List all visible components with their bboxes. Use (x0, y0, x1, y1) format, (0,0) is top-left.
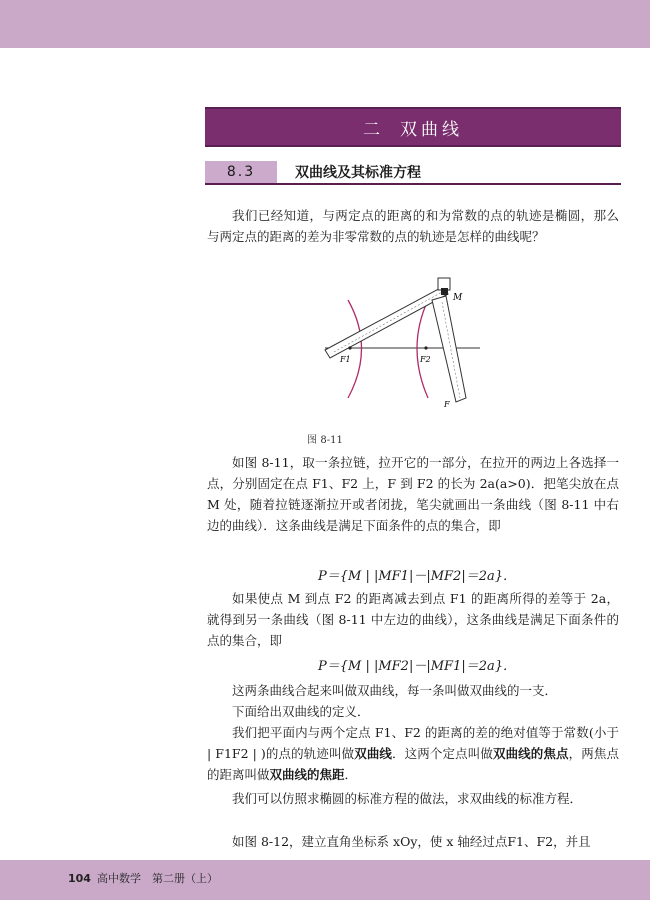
top-color-band (0, 0, 650, 48)
section-number: 二 (363, 119, 384, 140)
paragraph-4-text: 下面给出双曲线的定义． (232, 704, 370, 719)
paragraph-7-text: 如图 8-12，建立直角坐标系 xOy，使 x 轴经过点F1、F2，并且 (232, 834, 591, 849)
definition-text-c: ．这两个定点叫做 (392, 746, 493, 761)
label-f2: F2 (420, 355, 431, 364)
definition-text-g: ． (344, 767, 358, 782)
intro-paragraph (207, 205, 619, 247)
paragraph-3 (207, 680, 619, 701)
term-focal-distance: 双曲线的焦距 (269, 767, 345, 782)
definition-text-e: ，两焦点的距离叫做 (207, 746, 619, 782)
focus-f1-point (348, 346, 351, 349)
zipper-hyperbola-figure (320, 270, 480, 420)
paragraph-6-text: 我们可以仿照求椭圆的标准方程的做法，求双曲线的标准方程． (232, 791, 583, 806)
formula-2: P＝{M | |MF2|－|MF1|＝2a}． (318, 659, 516, 674)
label-f: F (444, 400, 450, 409)
paragraph-7 (207, 831, 619, 852)
subsection-title: 双曲线及其标准方程 (295, 165, 421, 181)
term-foci: 双曲线的焦点 (492, 746, 569, 761)
definition-paragraph (207, 722, 619, 785)
formula-1: P＝{M | |MF1|－|MF2|＝2a}． (318, 569, 516, 584)
paragraph-4 (207, 701, 619, 722)
zipper-tape-long (325, 286, 448, 358)
focus-f2-point (424, 346, 427, 349)
definition-text-a: 我们把平面内与两个定点 F1、F2 的距离的差的绝对值等于常数(小于 | F1F2 | )的点的轨迹叫做 (207, 725, 619, 761)
subsection-number: 8.3 (205, 161, 277, 183)
paragraph-1 (207, 452, 619, 536)
term-hyperbola: 双曲线 (354, 746, 393, 761)
paragraph-1-text: 如图 8-11，取一条拉链，拉开它的一部分，在拉开的两边上各选择一点，分别固定在点 F1、F2 上，F 到 F2 的长为 2a(a>0)．把笔尖放在点 M 处，随着拉链逐渐拉开或者闭拢，笔尖就画出一条曲线（图 8-11 中右边的曲线）．这条曲线是满足下面条件的点的集合，即 (207, 455, 619, 533)
book-title: 高中数学 第二册（上） (96, 872, 218, 885)
paragraph-2-text: 如果使点 M 到点 F2 的距离减去到点 F1 的距离所得的差等于 2a，就得到另一条曲线（图 8-11 中左边的曲线），这条曲线是满足下面条件的点的集合，即 (207, 591, 619, 648)
paragraph-5 (207, 722, 619, 785)
zipper-tape-short (432, 296, 466, 402)
paragraph-3-text: 这两条曲线合起来叫做双曲线，每一条叫做双曲线的一支． (232, 683, 558, 698)
label-m: M (453, 293, 463, 303)
section-header (205, 107, 621, 147)
page-footer (68, 870, 218, 886)
page-number: 104 (68, 872, 91, 885)
figure-caption: 图 8-11 (307, 435, 343, 446)
paragraph-6 (207, 788, 619, 809)
label-f1: F1 (340, 355, 351, 364)
paragraph-2 (207, 588, 619, 651)
intro-text: 我们已经知道，与两定点的距离的和为常数的点的轨迹是椭圆，那么与两定点的距离的差为非零常数的点的轨迹是怎样的曲线呢？ (207, 208, 619, 244)
section-title: 双曲线 (400, 119, 463, 140)
zipper-slider (441, 288, 448, 295)
subsection-rule (205, 183, 621, 185)
